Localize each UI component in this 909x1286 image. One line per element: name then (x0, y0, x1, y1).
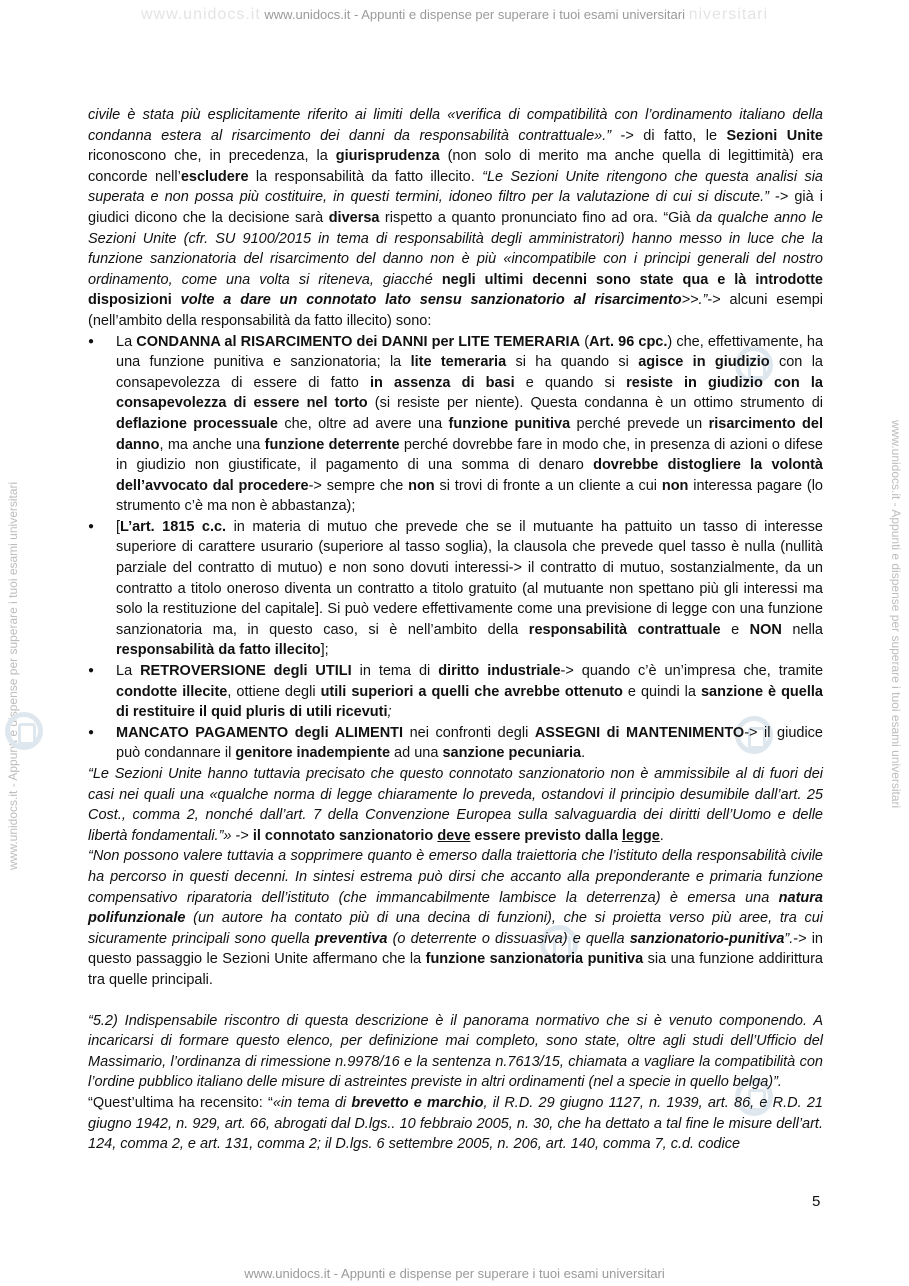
watermark-footer-text: www.unidocs.it - Appunti e dispense per superare i tuoi esami universitari (244, 1266, 665, 1281)
paragraph-sezioni-unite: “Le Sezioni Unite hanno tuttavia precisato che questo connotato sanzionatorio non è ammissibile al di fuori dei casi nei quali una «qualche norma di legge chiaramente lo preveda, ostandovi il principio desumibile dall’art. 25 Cost., comma 2, nonché dall’art. 7 della Convenzione Europea sulla salvaguardia dei diritti dell’Uomo e delle libertà fondamentali.”» -> il connotato sanzionatorio deve essere previsto dalla legge. (88, 766, 823, 844)
watermark-ghost-text: www.unidocs.it (140, 6, 261, 23)
text-run: -> di fatto, le (611, 127, 727, 144)
bold-term: giurisprudenza (335, 148, 440, 165)
paragraph-panorama-normativo: “5.2) Indispensabile riscontro di questa descrizione è il panorama normativo che si è venuto componendo. A incaricarsi di formare questo elenco, per definizione mai completo, sono state, oltre agli studi dell’Ufficio del Massimario, l’ordinanza di rimessione n.9978/16 e la sentenza n.7613/15, chiamata a vagliare la compatibilità con l’ordine pubblico italiano delle misure di astreintes previste in altri ordinamenti (nel a specie in quello belga)”. (88, 1012, 823, 1091)
text-run: (non solo di merito ma anche quella di legittimità) era concorde nell’ (88, 148, 823, 185)
paragraph-spacer (88, 991, 823, 1011)
list-item: ● [L’art. 1815 c.c. in materia di mutuo che prevede che se il mutuante ha pattuito un tasso di interesse superiore di carattere usurario (superiore al tasso soglia), la clausola che prevede quel tasso è nulla (nullità parziale del contratto di mutuo) e non sono dovuti interessi-> il contratto di mutuo, sostanzialmente, da un contratto a titolo oneroso diventa un contratto a titolo gratuito (al mutuante non spettano più gli interessi ma solo la restituzione del capitale]. Si può vedere effettivamente come una previsione di legge con una funzione sanzionatoria ma, in questo caso, si è nell’ambito della responsabilità contrattuale e NON nella responsabilità da fatto illecito]; (88, 517, 823, 661)
text-run: riconoscono che, in precedenza, la (88, 148, 336, 165)
italic-quote: >>.” (681, 292, 708, 309)
watermark-side-left: www.unidocs.it - Appunti e dispense per superare i tuoi esami universitari (6, 481, 20, 870)
paragraph-polifunzionale: “Non possono valere tuttavia a sopprimere quanto è emerso dalla traiettoria che l’istituto della responsabilità civile ha percorso in questi decenni. In sintesi estrema può dirsi che accanto alla preponderante e primaria funzione compensativo riparatoria dell’istituto (che immancabilmente lambisce la deterrenza) è emersa una natura polifunzionale (un autore ha contato più di una decina di funzioni), che si proietta verso più aree, tra cui sicuramente principali sono quella preventiva (o deterrente o dissuasiva) e quella sanzionatorio-punitiva”.-> in questo passaggio le Sezioni Unite affermano che la funzione sanzionatoria punitiva sia una funzione addirittura tra quelle principali. (88, 848, 823, 988)
watermark-footer (0, 1266, 909, 1281)
watermark-side-right: www.unidocs.it - Appunti e dispense per superare i tuoi esami universitari (889, 420, 903, 809)
watermark-ghost-right: niversitari (688, 6, 769, 23)
text-run: -> alcuni esempi (nell’ambito della responsabilità da fatto illecito) sono: (88, 292, 823, 329)
bold-term: escludere (180, 168, 249, 185)
italic-quote: civile è stata più esplicitamente riferito ai limiti della «verifica di compatibilità con l’ordinamento italiano della condanna estera al risarcimento dei danni da responsabilità contrattuale».” (88, 107, 823, 144)
bold-term: negli ultimi decenni sono state qua e là introdotte disposizioni (88, 271, 823, 309)
watermark-header (0, 6, 909, 24)
paragraph-recensione: “Quest’ultima ha recensito: “«in tema di brevetto e marchio, il R.D. 29 giugno 1127, n. 1939, art. 86, e R.D. 21 giugno 1942, n. 929, art. 66, abrogati dal D.lgs.. 10 febbraio 2005, n. 30, che ha dettato a tal fine le misure dell’art. 124, comma 2, e art. 131, comma 2; il D.lgs. 6 settembre 2005, n. 206, art. 140, comma 7, c.d. codice (88, 1094, 823, 1153)
document-body (88, 105, 823, 1155)
italic-quote: da qualche anno le Sezioni Unite (cfr. SU 9100/2015 in tema di responsabilità degli amministratori) hanno messo in luce che la funzione sanzionatoria del risarcimento del danno non è più «incompatibile con i principi generali del nostro ordinamento, come una volta si riteneva, giacché (88, 209, 823, 288)
unidocs-logo-icon (5, 712, 43, 750)
bold-term: diversa (328, 209, 380, 226)
list-item: ● MANCATO PAGAMENTO degli ALIMENTI nei confronti degli ASSEGNI di MANTENIMENTO-> il giudice può condannare il genitore inadempiente ad una sanzione pecuniaria. (88, 723, 823, 764)
text-run: la responsabilità da fatto illecito. (248, 168, 483, 185)
bold-italic-term: volte a dare un connotato lato sensu sanzionatorio al risarcimento (180, 292, 682, 309)
text-run: rispetto a quanto pronunciato fino ad ora. “Già (379, 209, 697, 226)
list-item: ● La CONDANNA al RISARCIMENTO dei DANNI per LITE TEMERARIA (Art. 96 cpc.) che, effettivamente, ha una funzione punitiva e sanzionatoria; la lite temeraria si ha quando si agisce in giudizio con la consapevolezza di essere di fatto in assenza di basi e quando si resiste in giudizio con la consapevolezza di essere nel torto (si resiste per niente). Questa condanna è un ottimo strumento di deflazione processuale che, oltre ad avere una funzione punitiva perché prevede un risarcimento del danno, ma anche una funzione deterrente perché dovrebbe fare in modo che, in presenza di azioni o difese in giudizio non giustificate, il pagamento di una somma di denaro dovrebbe distogliere la volontà dell’avvocato dal procedere-> sempre che non si trovi di fronte a un cliente a cui non interessa pagare (lo strumento c’è ma non è abbastanza); (88, 332, 823, 517)
italic-quote: “Le Sezioni Unite ritengono che questa analisi sia superata e non possa più costituire, in questi termini, idoneo filtro per la valutazione di cui si discute.” (88, 168, 823, 206)
page-number: 5 (812, 1193, 821, 1210)
text-run: -> già i giudici dicono che la decisione sarà (88, 189, 823, 226)
bold-term: Sezioni Unite (726, 127, 823, 144)
list-item: ● La RETROVERSIONE degli UTILI in tema di diritto industriale-> quando c’è un’impresa che, tramite condotte illecite, ottiene degli utili superiori a quelli che avrebbe ottenuto e quindi la sanzione è quella di restituire il quid pluris di utili ricevuti; (88, 661, 823, 723)
watermark-header-text: www.unidocs.it - Appunti e dispense per superare i tuoi esami universitari (264, 7, 685, 22)
paragraph-intro (88, 105, 823, 332)
examples-list (88, 332, 823, 764)
